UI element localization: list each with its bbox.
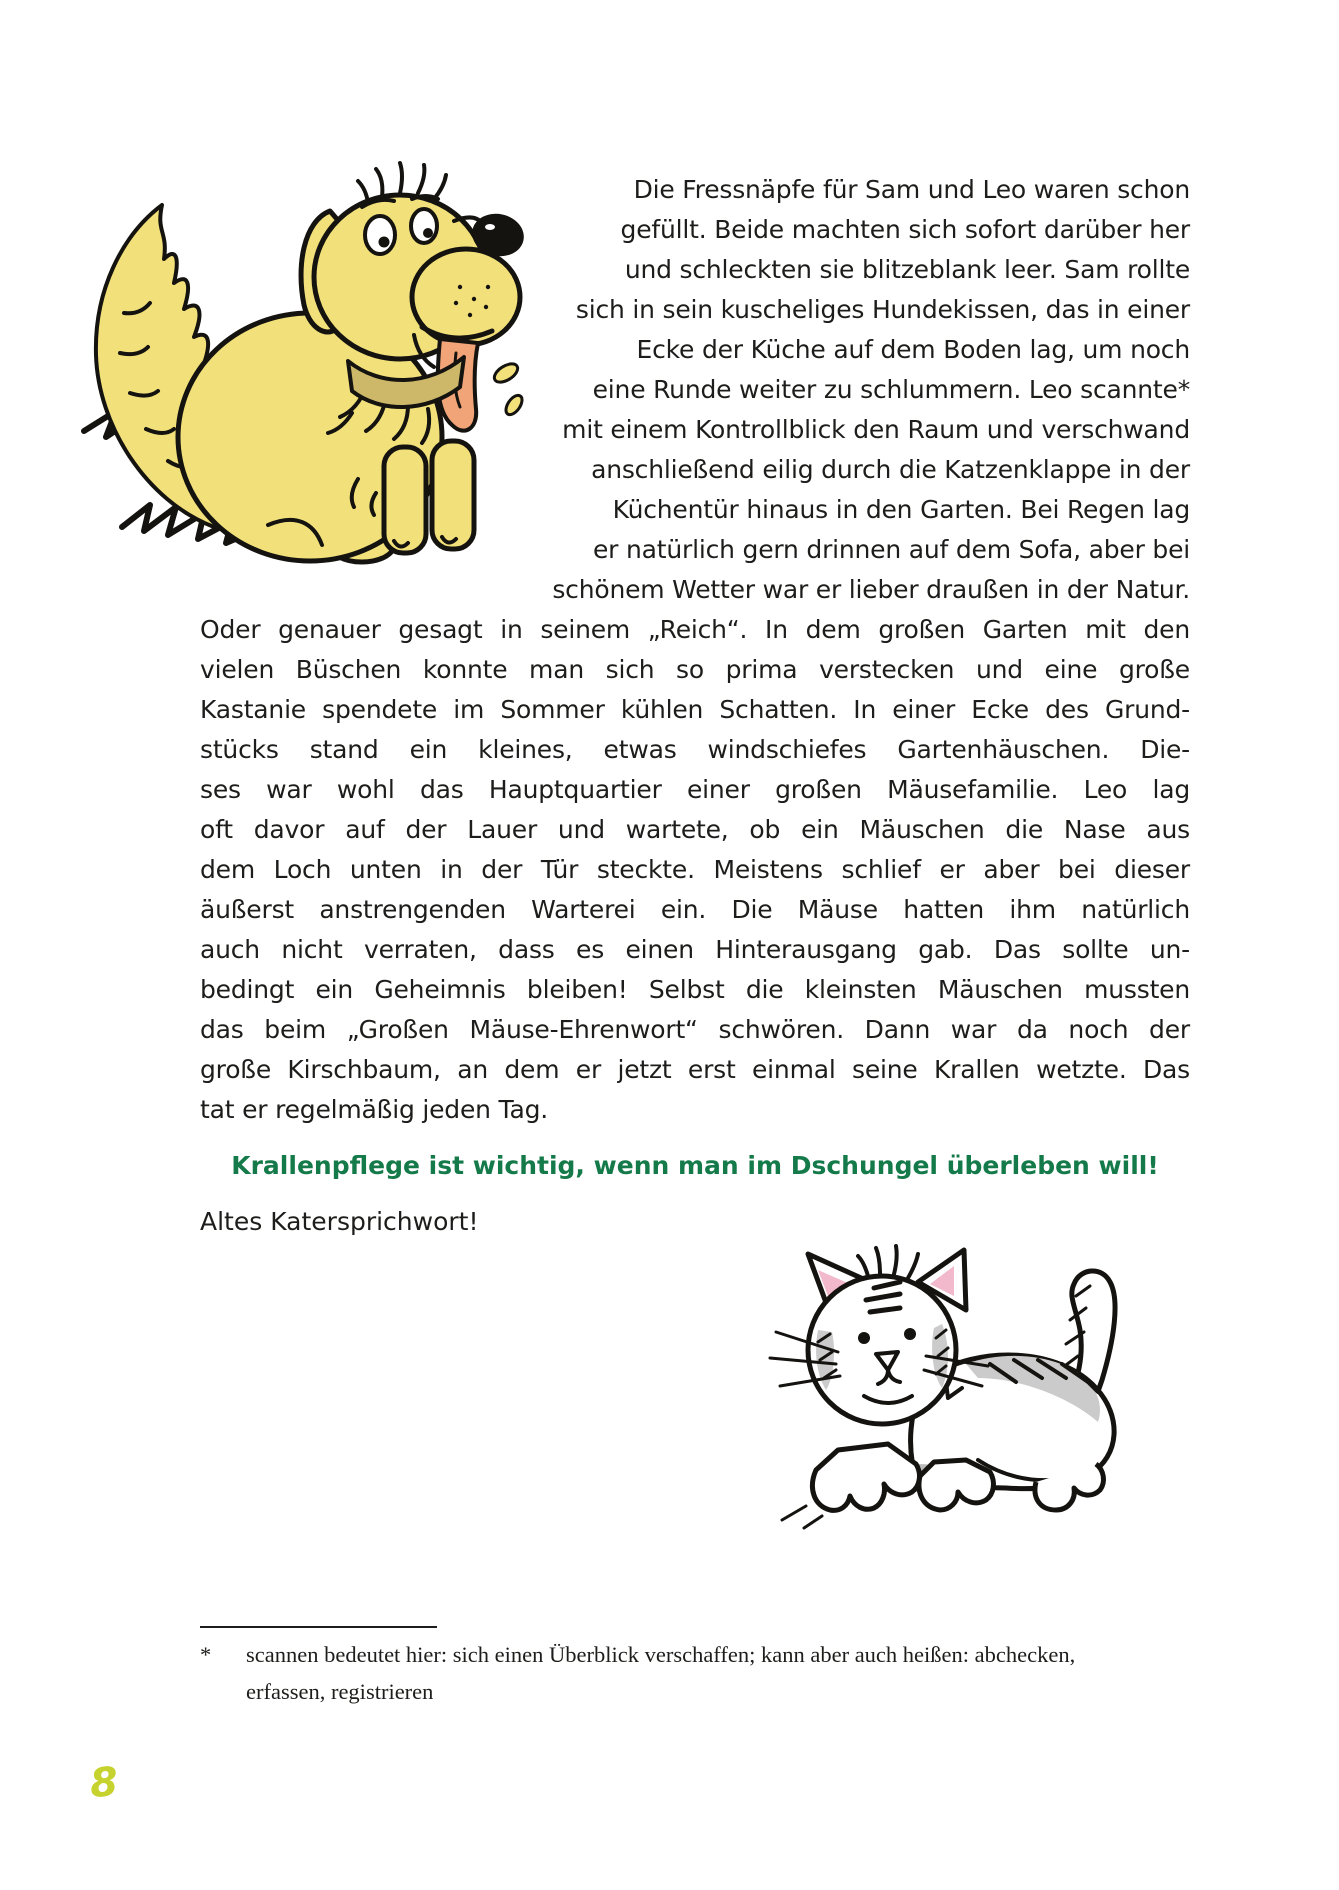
story-justified-line-1: Oder genauer gesagt in seinem „Reich“. In dem großen Garten mit den <box>200 615 1190 644</box>
proverb-attribution: Altes Katersprichwort! <box>200 1207 479 1236</box>
footnote-line-1: scannen bedeutet hier: sich einen Überblick verschaffen; kann aber auch heißen: abchecken, <box>246 1642 1076 1667</box>
story-justified-line-11: das beim „Großen Mäuse-Ehrenwort“ schwören. Dann war da noch der <box>200 1015 1190 1044</box>
story-justified-line-12: große Kirschbaum, an dem er jetzt erst einmal seine Krallen wetzte. Das <box>200 1055 1190 1084</box>
story-wrapped-line-3: und schleckten sie blitzeblank leer. Sam rollte <box>624 255 1190 284</box>
story-wrapped-line-10: er natürlich gern drinnen auf dem Sofa, aber bei <box>593 535 1190 564</box>
page-number: 8 <box>88 1759 120 1807</box>
story-justified-line-7: dem Loch unten in der Tür steckte. Meistens schlief er aber bei dieser <box>200 855 1190 884</box>
story-text <box>200 170 1190 1242</box>
story-wrapped-line-2: gefüllt. Beide machten sich sofort darüber her <box>620 215 1190 244</box>
footnote <box>200 1626 1200 1710</box>
ground-strokes <box>782 1506 822 1528</box>
story-justified-line-4: stücks stand ein kleines, etwas windschiefes Gartenhäuschen. Die- <box>200 735 1190 764</box>
story-wrapped-line-1: Die Fressnäpfe für Sam und Leo waren schon <box>633 175 1190 204</box>
cat-illustration <box>768 1238 1153 1538</box>
story-justified-line-10: bedingt ein Geheimnis bleiben! Selbst die kleinsten Mäuschen mussten <box>200 975 1190 1004</box>
story-wrapped-line-7: mit einem Kontrollblick den Raum und verschwand <box>562 415 1190 444</box>
footnote-marker: * <box>200 1642 212 1667</box>
story-justified-line-5: ses war wohl das Hauptquartier einer großen Mäusefamilie. Leo lag <box>200 775 1190 804</box>
story-wrapped <box>200 170 1190 610</box>
story-wrapped-line-6: eine Runde weiter zu schlummern. Leo scannte* <box>592 375 1190 404</box>
story-justified-line-9: auch nicht verraten, dass es einen Hinterausgang gab. Das sollte un- <box>200 935 1190 964</box>
story-justified <box>200 610 1190 1090</box>
story-wrapped-line-8: anschließend eilig durch die Katzenklappe in der <box>591 455 1190 484</box>
story-wrapped-line-5: Ecke der Küche auf dem Boden lag, um noch <box>636 335 1190 364</box>
footnote-rule <box>200 1626 437 1628</box>
story-justified-line-8: äußerst anstrengenden Warterei ein. Die Mäuse hatten ihm natürlich <box>200 895 1190 924</box>
footnote-line-2: erfassen, registrieren <box>246 1679 434 1704</box>
story-wrapped-line-11: schönem Wetter war er lieber draußen in der Natur. <box>552 575 1190 604</box>
story-wrapped-line-9: Küchentür hinaus in den Garten. Bei Regen lag <box>612 495 1190 524</box>
story-last-line: tat er regelmäßig jeden Tag. <box>200 1095 549 1124</box>
story-justified-line-3: Kastanie spendete im Sommer kühlen Schatten. In einer Ecke des Grund- <box>200 695 1190 724</box>
story-justified-line-2: vielen Büschen konnte man sich so prima verstecken und eine große <box>200 655 1190 684</box>
proverb-highlight: Krallenpflege ist wichtig, wenn man im Dschungel überleben will! <box>231 1151 1159 1180</box>
story-justified-line-6: oft davor auf der Lauer und wartete, ob ein Mäuschen die Nase aus <box>200 815 1190 844</box>
story-wrapped-line-4: sich in sein kuscheliges Hundekissen, das in einer <box>575 295 1190 324</box>
